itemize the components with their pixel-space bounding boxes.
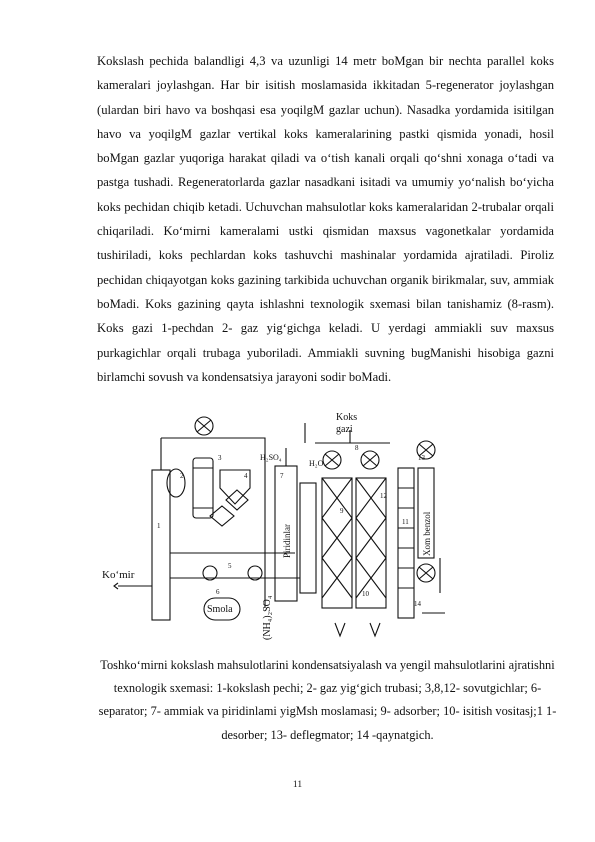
num-1: 1 xyxy=(157,522,161,530)
label-piridinlar: Piridinlar xyxy=(282,524,292,558)
label-h2o: H₂O xyxy=(309,459,324,468)
label-h2so4: H₂SO₄ xyxy=(260,453,282,462)
coking-oven-shape xyxy=(152,470,170,620)
figure-caption: Toshko‘mirni kokslash mahsulotlarini kondensatsiyalash va yengil mahsulotlarini ajratishni texnologik sxemasi: 1-kokslash pechi; 2- gaz yig‘gich trubasi; 3,8,12- sovutgichlar; 6- separator; 7- ammiak va piridinlami yigMsh moslamasi; 9- adsorber; 10- isitish vositasj;1 1- desorber; 13- deflegmator; 14 -qaynatgich. xyxy=(98,658,557,742)
cooler-top-2-cross xyxy=(363,454,377,466)
num-6: 6 xyxy=(216,588,220,596)
desorber-trays xyxy=(398,488,414,588)
pyridine-column xyxy=(300,483,316,593)
diagram-svg xyxy=(100,408,450,648)
page-number: 11 xyxy=(292,780,303,790)
num-2: 2 xyxy=(180,472,184,480)
label-koks-gazi-1: Koks xyxy=(336,412,358,423)
outlet-lines xyxy=(422,558,445,613)
num-8: 8 xyxy=(355,444,359,452)
outlet-arrow-1 xyxy=(335,623,345,636)
num-14: 14 xyxy=(414,600,421,608)
num-3: 3 xyxy=(218,454,222,462)
body-paragraph: Kokslash pechida balandligi 4,3 va uzunligi 14 metr boMgan bir nechta parallel koks kameralari joylashgan. Har bir isitish moslamasida ikkitadan 5-regenerator joylashgan (ulardan biri havo va boshqasi esa yoqilgM gazlar uchun). Nasadka yordamida isitilgan havo va yoqilgM gazlar vertikal koks kameralarining pastki qismida yonadi, hosil boMgan gazlar yuqoriga harakat qiladi va o‘tish kanali orqali qo‘shni xonaga o‘tadi va pastga tushadi. Regeneratorlarda gazlar nasadkani isitadi va umumiy yo‘nalish bo‘yicha koks pechidan chiqib ketadi. Uchuvchan mahsulotlar koks kameralaridan 2-trubalar orqali chiqariladi. Ko‘mirni kameralami ustki qismidan maxsus vagonetkalar yordamida tushiriladi, koks pechlardan koks tashuvchi mashinalar yordamida ajratiladi. Piroliz pechidan chiqayotgan koks gazining tarkibida uchuvchan organik birikmalar, suv, ammiak boMadi. Koks gazining qayta ishlashni texnologik sxemasi bilan tanishamiz (8-rasm). Koks gazi 1-pechdan 2- gaz yig‘gichga keladi. U yerdagi ammiakli suv maxsus purkagichlar orqali trubaga yuboriladi. Ammiakli suvning bugManishi hisobiga gazni birlamchi sovush va kondensatsiya jarayoni sodir boMadi. xyxy=(97,54,554,384)
num-9: 9 xyxy=(340,507,344,515)
label-xom-benzol: Xom benzol xyxy=(422,511,432,556)
num-10: 10 xyxy=(362,590,369,598)
num-12: 12 xyxy=(380,492,387,500)
diamond-valve-1 xyxy=(210,506,234,526)
label-smola: Smola xyxy=(207,604,233,615)
label-koks-gazi-2: gazi xyxy=(336,424,353,435)
label-komir: Ko‘mir xyxy=(102,569,135,581)
cooler-top-1-cross xyxy=(325,454,339,466)
num-4: 4 xyxy=(244,472,248,480)
outlet-arrow-2 xyxy=(370,623,380,636)
process-flow-diagram xyxy=(100,408,450,648)
reboiler-cross xyxy=(419,567,433,579)
num-5: 5 xyxy=(228,562,232,570)
label-ammonium-sulfate: (NH₄)₂SO₄ xyxy=(262,595,273,640)
cooler-3-plates xyxy=(193,468,213,508)
scrubber-1-packing xyxy=(322,478,352,598)
coal-feed-arrow xyxy=(114,583,118,589)
cooler-left-top-cross xyxy=(197,420,211,432)
num-7: 7 xyxy=(280,472,284,480)
num-13: 13 xyxy=(418,454,425,462)
main-gas-pipe xyxy=(184,438,265,608)
num-11: 11 xyxy=(402,518,409,526)
cooler-3-shape xyxy=(193,458,213,518)
desorber-column xyxy=(398,468,414,618)
